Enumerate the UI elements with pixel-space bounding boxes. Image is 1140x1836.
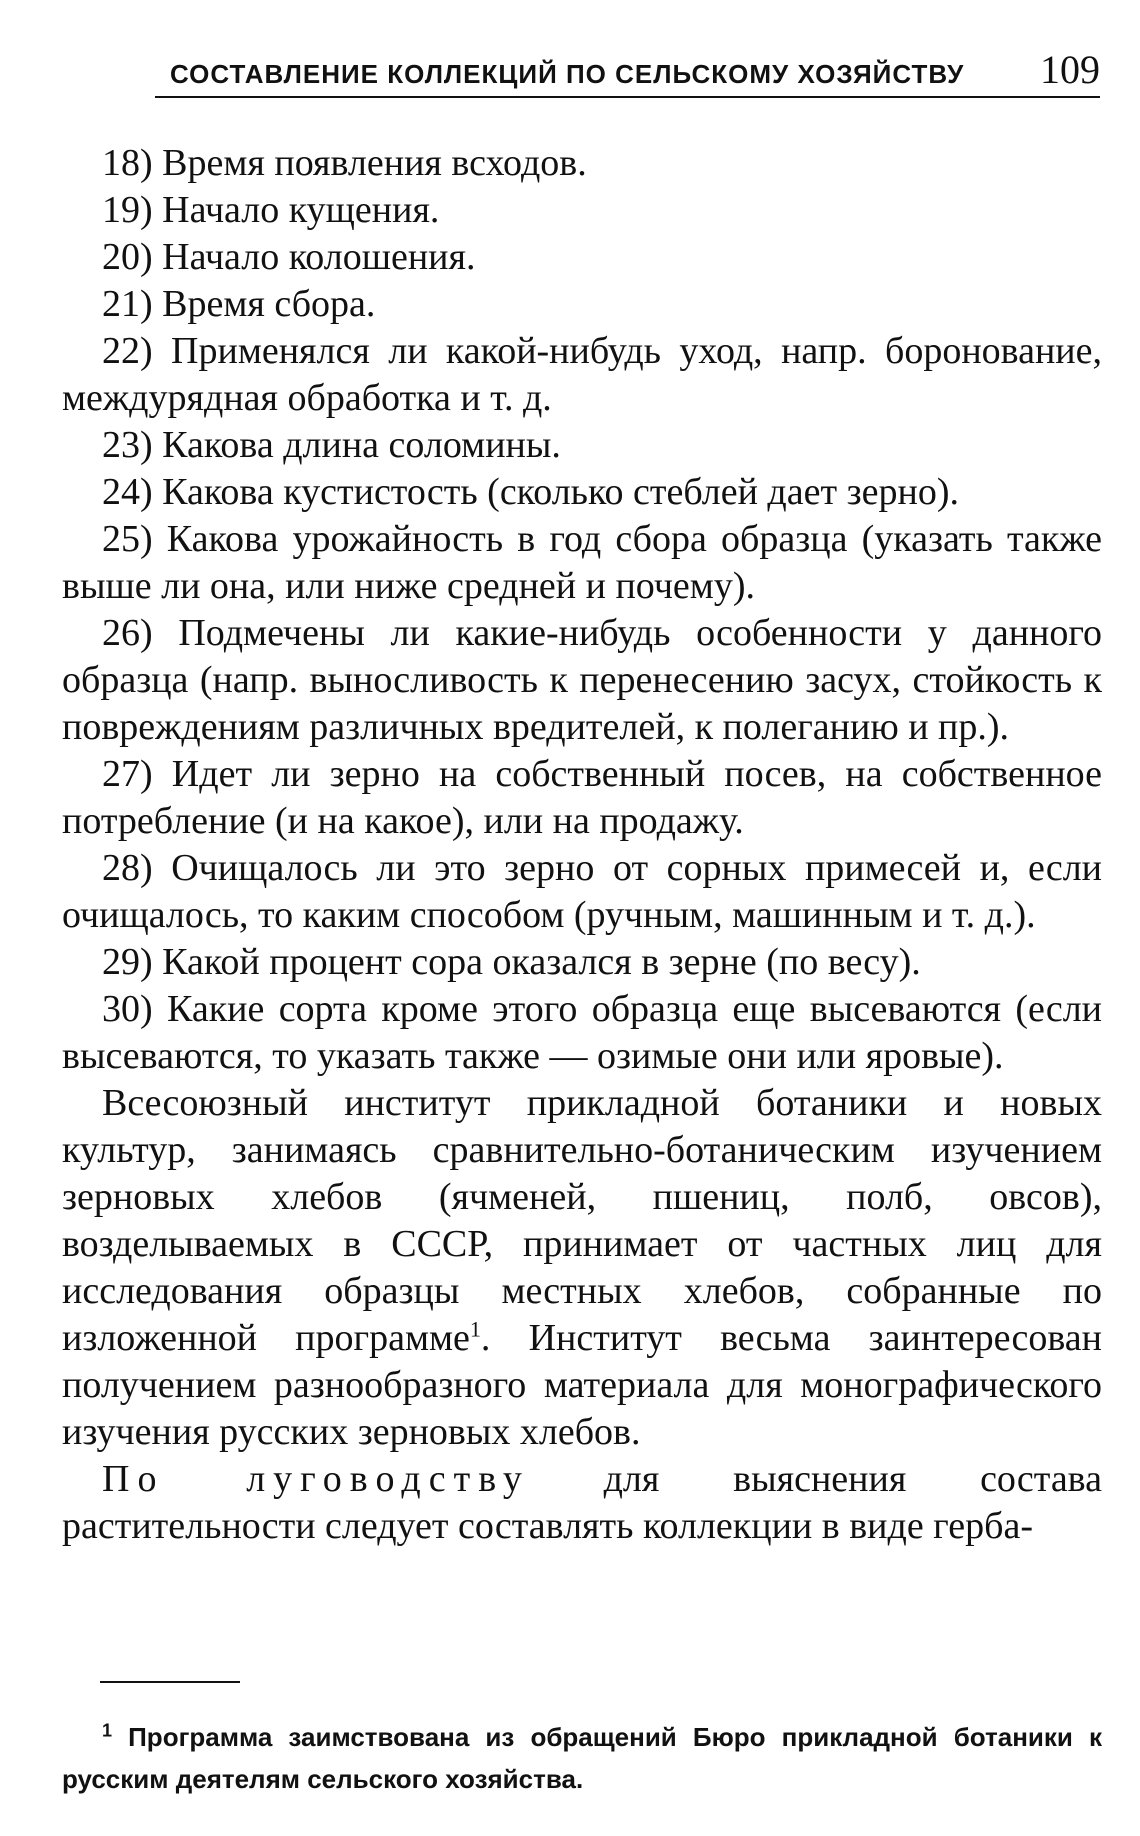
header-rule	[155, 96, 1100, 98]
header-title: СОСТАВЛЕНИЕ КОЛЛЕКЦИЙ ПО СЕЛЬСКОМУ ХОЗЯЙСТВУ	[170, 59, 965, 89]
footnote-reference: 1	[469, 1316, 481, 1342]
list-item: 22) Применялся ли какой-нибудь уход, напр. боронование, междурядная обработка и т. д.	[62, 330, 1102, 419]
meadow-paragraph	[62, 1456, 1102, 1550]
meadow-text: для выяснения состава растительности следует составлять коллекции в виде герба-	[62, 1458, 1102, 1547]
footnote-text: Программа заимствована из обращений Бюро прикладной ботаники к русским деятелям сельского хозяйства.	[62, 1722, 1102, 1794]
list-item: 18) Время появления всходов.	[102, 142, 587, 184]
list-item: 19) Начало кущения.	[102, 189, 440, 231]
list-item: 26) Подмечены ли какие-нибудь особенности у данного образца (напр. выносливость к перенесению засух, стойкость к повреждениям различных вредителей, к полеганию и пр.).	[62, 612, 1102, 748]
list-item: 27) Идет ли зерно на собственный посев, на собственное потребление (и на какое), или на продажу.	[62, 753, 1102, 842]
footnote	[62, 1716, 1102, 1800]
list-item: 28) Очищалось ли это зерно от сорных примесей и, если очищалось, то каким способом (ручным, машинным и т. д.).	[62, 847, 1102, 936]
running-header	[170, 40, 1100, 90]
list-item: 29) Какой процент сора оказался в зерне (по весу).	[102, 941, 921, 983]
spaced-heading: По луговодству	[102, 1458, 530, 1500]
institute-paragraph	[62, 1080, 1102, 1456]
institute-text-end: . Институт весьма заинтересован получением разнообразного материала для монографического изучения русских зерновых хлебов.	[62, 1317, 1102, 1453]
footnote-mark: 1	[102, 1720, 113, 1741]
list-item: 25) Какова урожайность в год сбора образца (указать также выше ли она, или ниже средней и почему).	[62, 518, 1102, 607]
page-number: 109	[1040, 47, 1100, 92]
institute-text: Всесоюзный институт прикладной ботаники и новых культур, занимаясь сравнительно-ботаническим изучением зерновых хлебов (ячменей, пшениц, полб, овсов), возделываемых в СССР, принимает от частных лиц для исследования образцы местных хлебов, собранные по изложенной программе	[62, 1082, 1102, 1359]
body-text	[62, 140, 1102, 1550]
list-item: 21) Время сбора.	[102, 283, 376, 325]
list-item: 20) Начало колошения.	[102, 236, 476, 278]
list-item: 30) Какие сорта кроме этого образца еще высеваются (если высеваются, то указать также — озимые они или яровые).	[62, 988, 1102, 1077]
list-item: 24) Какова кустистость (сколько стеблей дает зерно).	[102, 471, 959, 513]
footnote-rule	[100, 1681, 240, 1683]
list-item: 23) Какова длина соломины.	[102, 424, 561, 466]
